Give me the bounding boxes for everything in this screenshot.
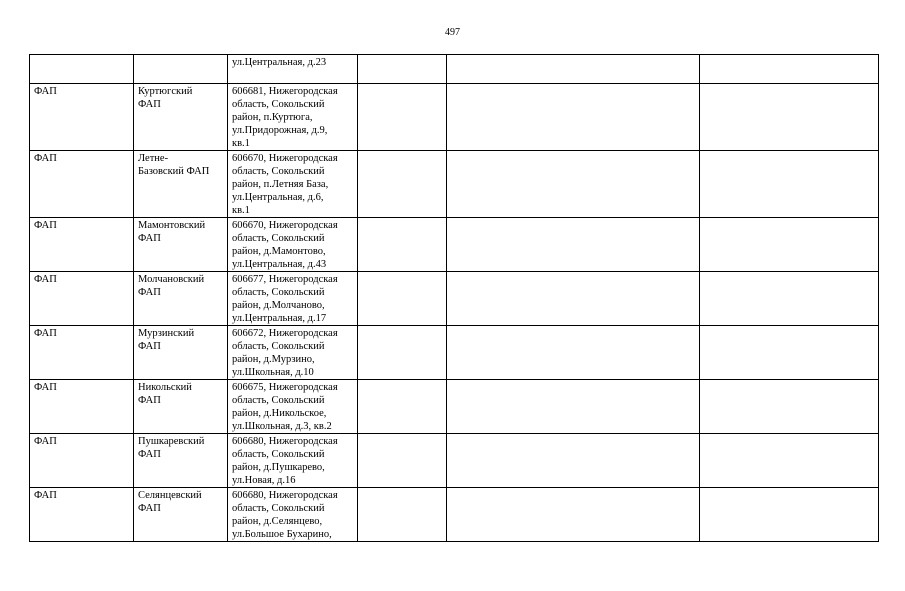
cell-empty [700, 326, 879, 380]
cell-empty [358, 84, 447, 151]
table-row [30, 434, 879, 488]
cell-empty [447, 488, 700, 542]
cell-address: 606681, Нижегородская область, Сокольский район, п.Куртюга, ул.Придорожная, д.9, кв.1 [228, 84, 358, 151]
cell-empty [358, 55, 447, 84]
table-row [30, 218, 879, 272]
cell-empty [447, 151, 700, 218]
table-row [30, 380, 879, 434]
cell-type: ФАП [30, 380, 134, 434]
cell-address: 606672, Нижегородская область, Сокольский район, д.Мурзино, ул.Школьная, д.10 [228, 326, 358, 380]
cell-empty [358, 326, 447, 380]
cell-address: 606670, Нижегородская область, Сокольский район, д.Мамонтово, ул.Центральная, д.43 [228, 218, 358, 272]
cell-address: ул.Центральная, д.23 [228, 55, 358, 84]
cell-name: Селянцевский ФАП [134, 488, 228, 542]
cell-empty [447, 55, 700, 84]
cell-empty [700, 151, 879, 218]
cell-address: 606675, Нижегородская область, Сокольский район, д.Никольское, ул.Школьная, д.3, кв.2 [228, 380, 358, 434]
cell-address: 606680, Нижегородская область, Сокольский район, д.Селянцево, ул.Большое Бухарино, [228, 488, 358, 542]
cell-name: Куртюгский ФАП [134, 84, 228, 151]
facilities-table [29, 54, 879, 542]
table-row [30, 272, 879, 326]
cell-type: ФАП [30, 434, 134, 488]
cell-empty [447, 84, 700, 151]
cell-empty [358, 272, 447, 326]
cell-address: 606677, Нижегородская область, Сокольский район, д.Молчаново, ул.Центральная, д.17 [228, 272, 358, 326]
cell-empty [358, 434, 447, 488]
table-row-continuation [30, 55, 879, 84]
cell-name: Молчановский ФАП [134, 272, 228, 326]
cell-type [30, 55, 134, 84]
cell-name: Пушкаревский ФАП [134, 434, 228, 488]
cell-empty [358, 488, 447, 542]
cell-empty [447, 218, 700, 272]
cell-empty [700, 488, 879, 542]
cell-empty [700, 218, 879, 272]
table-row [30, 84, 879, 151]
cell-empty [700, 434, 879, 488]
cell-name [134, 55, 228, 84]
cell-empty [358, 218, 447, 272]
page-number: 497 [445, 27, 460, 38]
cell-empty [700, 380, 879, 434]
cell-type: ФАП [30, 326, 134, 380]
cell-type: ФАП [30, 151, 134, 218]
cell-name: Никольский ФАП [134, 380, 228, 434]
cell-type: ФАП [30, 488, 134, 542]
cell-empty [447, 326, 700, 380]
table-row [30, 151, 879, 218]
cell-address: 606680, Нижегородская область, Сокольский район, д.Пушкарево, ул.Новая, д.16 [228, 434, 358, 488]
cell-empty [447, 380, 700, 434]
cell-name: Летне- Базовский ФАП [134, 151, 228, 218]
cell-empty [447, 434, 700, 488]
cell-empty [358, 151, 447, 218]
cell-empty [358, 380, 447, 434]
cell-empty [700, 55, 879, 84]
cell-type: ФАП [30, 218, 134, 272]
table-row [30, 326, 879, 380]
cell-empty [447, 272, 700, 326]
cell-type: ФАП [30, 84, 134, 151]
cell-empty [700, 272, 879, 326]
cell-type: ФАП [30, 272, 134, 326]
cell-name: Мурзинский ФАП [134, 326, 228, 380]
table-row [30, 488, 879, 542]
cell-name: Мамонтовский ФАП [134, 218, 228, 272]
cell-empty [700, 84, 879, 151]
cell-address: 606670, Нижегородская область, Сокольский район, п.Летняя База, ул.Центральная, д.6, кв.1 [228, 151, 358, 218]
